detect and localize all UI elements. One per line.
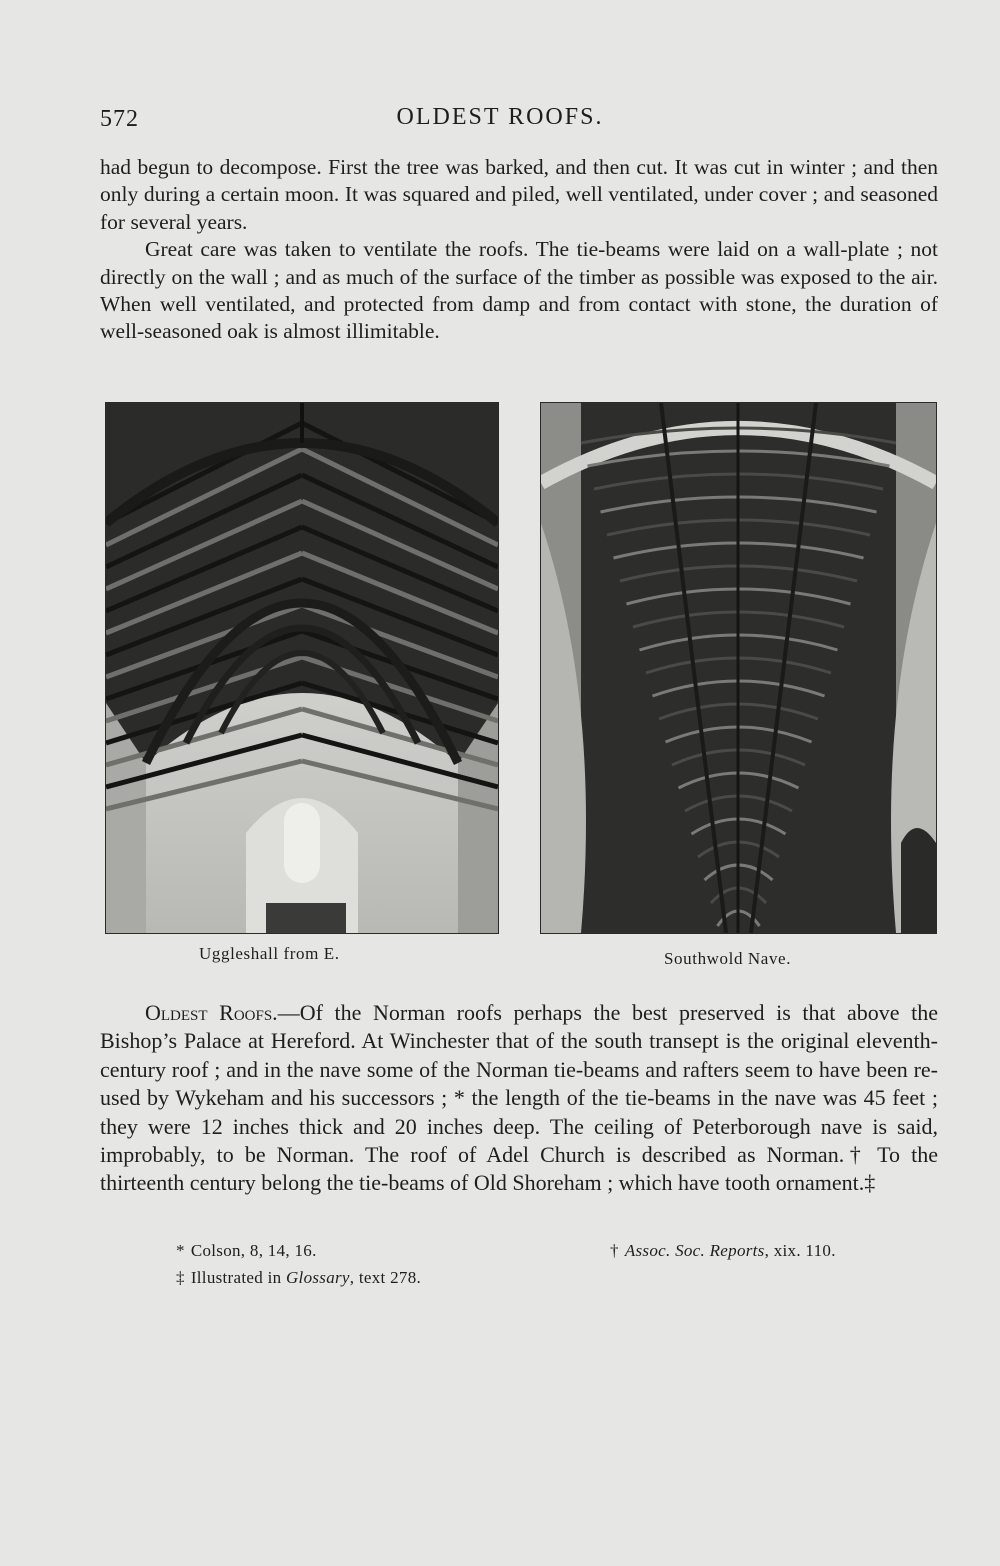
footnote-text: , xix. 110. [764,1241,836,1260]
footnote-glossary [176,1268,421,1288]
southwold-nave-illustration [541,403,936,933]
photo-uggleshall-roof [105,402,499,934]
footnote-prefix: Illustrated in [190,1268,286,1287]
footnote-italic-title: Glossary [285,1268,350,1287]
caption-southwold: Southwold Nave. [664,949,792,968]
footnote-mark: † [610,1241,619,1260]
footnote-mark: * [176,1241,185,1260]
paragraph-2: Great care was taken to ventilate the roofs. The tie-beams were laid on a wall-plate ; not directly on the wall ; and as much of the surface of the timber as possible was exposed to the air. When well ventilated, and protected from damp and from contact with stone, the duration of well-seasoned oak is almost illimitable. [100,237,938,344]
top-text-block [100,154,938,346]
caption-uggleshall: Uggleshall from E. [199,944,340,963]
footnote-text: , text 278. [349,1268,422,1287]
page-number: 572 [100,106,139,132]
running-title: OLDEST ROOFS. [396,104,604,130]
section-body: Of the Norman roofs perhaps the best preserved is that above the Bishop’s Palace at Hereford. At Winchester that of the south transept is the original eleventh-century roof ; and in the nave some of the Norman tie-beams and rafters seem to have been re-used by Wykeham and his successors ; * the length of the tie-beams in the nave was 45 feet ; they were 12 inches thick and 20 inches deep. The ceiling of Peterborough nave is said, improbably, to be Norman. The roof of Adel Church is described as Norman.† To the thirteenth century belong the tie-beams of Old Shoreham ; which have tooth ornament.‡ [100,1000,938,1196]
footnote-assoc-soc [610,1241,836,1261]
footnote-italic-title: Assoc. Soc. Reports [624,1241,765,1260]
section-heading: Oldest Roofs. [145,1000,278,1025]
photo-southwold-nave [540,402,937,934]
uggleshall-roof-illustration [106,403,498,933]
paragraph-1: had begun to decompose. First the tree was barked, and then cut. It was cut in winter ; and then only during a certain moon. It was squared and piled, well ventilated, under cover ; and seasoned for several years. [100,155,938,234]
section-dash: — [277,1000,300,1025]
footnote-text: Colson, 8, 14, 16. [190,1241,317,1260]
footnote-colson [176,1241,317,1261]
footnote-mark: ‡ [176,1268,185,1287]
section-oldest-roofs [100,999,938,1198]
